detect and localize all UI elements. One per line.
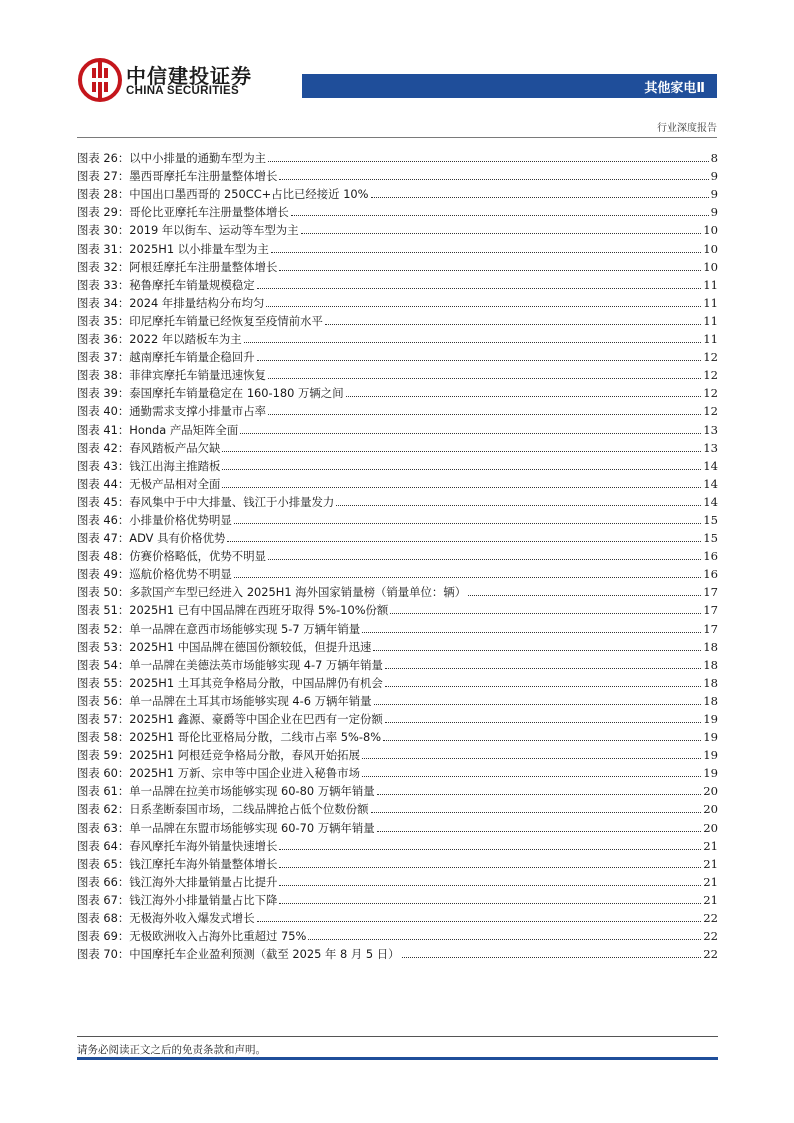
toc-leader-dots xyxy=(383,740,701,741)
toc-leader-dots xyxy=(377,794,702,795)
toc-entry[interactable] xyxy=(77,943,718,961)
toc-entry-page[interactable]: 9 xyxy=(710,205,718,220)
toc-leader-dots xyxy=(468,595,701,596)
toc-entry-page[interactable]: 15 xyxy=(703,531,718,546)
toc-leader-dots xyxy=(374,704,702,705)
toc-leader-dots xyxy=(371,197,709,198)
toc-entry-label[interactable]: 图表 29：哥伦比亚摩托车注册量整体增长 xyxy=(77,205,289,220)
toc-entry[interactable] xyxy=(77,907,718,925)
header-divider xyxy=(77,137,717,138)
toc-entry[interactable] xyxy=(77,509,718,527)
toc-entry-label[interactable]: 图表 52：单一品牌在意西市场能够实现 5-7 万辆年销量 xyxy=(77,621,361,636)
toc-leader-dots xyxy=(266,306,701,307)
page-header xyxy=(0,0,794,140)
toc-entry-label[interactable]: 图表 65：钱江摩托车海外销量整体增长 xyxy=(77,856,278,871)
toc-entry-label[interactable]: 图表 63：单一品牌在东盟市场能够实现 60-70 万辆年销量 xyxy=(77,820,375,835)
toc-leader-dots xyxy=(336,505,701,506)
toc-entry-page[interactable]: 14 xyxy=(703,458,718,473)
toc-entry-label[interactable]: 图表 68：无极海外收入爆发式增长 xyxy=(77,911,255,926)
toc-leader-dots xyxy=(257,360,702,361)
toc-leader-dots xyxy=(308,939,701,940)
toc-leader-dots xyxy=(222,451,701,452)
toc-entry-label[interactable]: 图表 37：越南摩托车销量企稳回升 xyxy=(77,350,255,365)
toc-leader-dots xyxy=(325,324,701,325)
toc-entry-page[interactable]: 18 xyxy=(703,639,718,654)
toc-entry-label[interactable]: 图表 64：春风摩托车海外销量快速增长 xyxy=(77,838,278,853)
toc-leader-dots xyxy=(222,469,701,470)
toc-entry-page[interactable]: 8 xyxy=(710,151,718,166)
toc-entry[interactable] xyxy=(77,545,718,563)
toc-leader-dots xyxy=(291,215,709,216)
toc-entry[interactable] xyxy=(77,473,718,491)
toc-entry[interactable] xyxy=(77,364,718,382)
toc-entry[interactable] xyxy=(77,798,718,816)
toc-entry-page[interactable]: 21 xyxy=(703,874,718,889)
toc-entry-label[interactable]: 图表 47：ADV 具有价格优势 xyxy=(77,531,226,546)
toc-entry-label[interactable]: 图表 27：墨西哥摩托车注册量整体增长 xyxy=(77,169,278,184)
toc-entry-label[interactable]: 图表 26：以中小排量的通勤车型为主 xyxy=(77,151,266,166)
toc-entry-page[interactable]: 17 xyxy=(703,585,718,600)
toc-entry-page[interactable]: 22 xyxy=(703,929,718,944)
toc-entry[interactable] xyxy=(77,853,718,871)
toc-entry[interactable] xyxy=(77,780,718,798)
toc-entry[interactable] xyxy=(77,636,718,654)
toc-entry-label[interactable]: 图表 67：钱江海外小排量销量占比下降 xyxy=(77,892,278,907)
toc-entry-page[interactable]: 11 xyxy=(703,332,718,347)
toc-entry-page[interactable]: 20 xyxy=(703,784,718,799)
toc-entry-page[interactable]: 21 xyxy=(703,892,718,907)
toc-entry[interactable] xyxy=(77,310,718,328)
toc-leader-dots xyxy=(279,903,701,904)
toc-entry[interactable] xyxy=(77,762,718,780)
toc-entry[interactable] xyxy=(77,690,718,708)
toc-entry-label[interactable]: 图表 42：春风踏板产品欠缺 xyxy=(77,440,221,455)
toc-entry[interactable] xyxy=(77,708,718,726)
toc-entry[interactable] xyxy=(77,437,718,455)
toc-entry-label[interactable]: 图表 58：2025H1 哥伦比亚格局分散，二线市占率 5%-8% xyxy=(77,730,382,745)
toc-entry-page[interactable]: 17 xyxy=(703,603,718,618)
footer-bar xyxy=(77,1057,718,1060)
toc-entry-page[interactable]: 20 xyxy=(703,820,718,835)
toc-leader-dots xyxy=(377,831,702,832)
toc-leader-dots xyxy=(362,776,701,777)
toc-entry[interactable] xyxy=(77,835,718,853)
toc-leader-dots xyxy=(222,487,701,488)
toc-entry[interactable] xyxy=(77,889,718,907)
toc-leader-dots xyxy=(257,921,702,922)
toc-leader-dots xyxy=(244,342,702,343)
toc-entry-page[interactable]: 13 xyxy=(703,422,718,437)
toc-entry-label[interactable]: 图表 34：2024 年排量结构分布均匀 xyxy=(77,295,265,310)
toc-entry-label[interactable]: 图表 43：钱江出海主推踏板 xyxy=(77,458,221,473)
toc-leader-dots xyxy=(271,252,701,253)
toc-entry-label[interactable]: 图表 28：中国出口墨西哥的 250CC+占比已经接近 10% xyxy=(77,187,369,202)
toc-entry-page[interactable]: 16 xyxy=(703,567,718,582)
section-title: 其他家电Ⅱ xyxy=(644,81,705,96)
toc-entry-label[interactable]: 图表 50：多款国产车型已经进入 2025H1 海外国家销量榜（销量单位：辆） xyxy=(77,585,467,600)
toc-leader-dots xyxy=(279,885,701,886)
disclaimer-note: 请务必阅读正文之后的免责条款和声明。 xyxy=(77,1044,266,1056)
toc-leader-dots xyxy=(268,161,709,162)
toc-entry-label[interactable]: 图表 33：秘鲁摩托车销量规模稳定 xyxy=(77,277,255,292)
toc-entry-page[interactable]: 10 xyxy=(703,259,718,274)
toc-entry-page[interactable]: 11 xyxy=(703,277,718,292)
toc-entry-page[interactable]: 11 xyxy=(703,295,718,310)
toc-entry[interactable] xyxy=(77,292,718,310)
figure-index xyxy=(77,147,718,961)
toc-entry[interactable] xyxy=(77,816,718,834)
report-type: 行业深度报告 xyxy=(657,123,717,134)
toc-entry-label[interactable]: 图表 60：2025H1 万新、宗申等中国企业进入秘鲁市场 xyxy=(77,766,360,781)
toc-entry-label[interactable]: 图表 44：无极产品相对全面 xyxy=(77,476,221,491)
toc-entry-page[interactable]: 10 xyxy=(703,223,718,238)
toc-entry-label[interactable]: 图表 53：2025H1 中国品牌在德国份额较低，但提升迅速 xyxy=(77,639,372,654)
toc-leader-dots xyxy=(240,433,701,434)
toc-leader-dots xyxy=(362,632,701,633)
toc-entry-label[interactable]: 图表 69：无极欧洲收入占海外比重超过 75% xyxy=(77,929,307,944)
toc-entry[interactable] xyxy=(77,274,718,292)
toc-entry-label[interactable]: 图表 55：2025H1 土耳其竞争格局分散，中国品牌仍有机会 xyxy=(77,675,383,690)
toc-entry[interactable] xyxy=(77,201,718,219)
toc-entry[interactable] xyxy=(77,165,718,183)
toc-entry[interactable] xyxy=(77,418,718,436)
toc-entry-page[interactable]: 18 xyxy=(703,675,718,690)
toc-entry-page[interactable]: 22 xyxy=(703,947,718,962)
toc-entry-page[interactable]: 21 xyxy=(703,856,718,871)
toc-entry-page[interactable]: 10 xyxy=(703,241,718,256)
toc-entry-label[interactable]: 图表 41：Honda 产品矩阵全面 xyxy=(77,422,239,437)
toc-entry-page[interactable]: 19 xyxy=(703,712,718,726)
toc-leader-dots xyxy=(385,722,701,723)
toc-leader-dots xyxy=(385,686,701,687)
toc-entry-page[interactable]: 12 xyxy=(703,368,718,383)
toc-leader-dots xyxy=(385,668,701,669)
logo-chinese-name: 中信建投证券 xyxy=(126,64,252,88)
toc-entry[interactable] xyxy=(77,527,718,545)
toc-entry[interactable] xyxy=(77,455,718,473)
toc-leader-dots xyxy=(227,541,701,542)
toc-entry-label[interactable]: 图表 40：通勤需求支撑小排量市占率 xyxy=(77,404,266,419)
toc-entry-label[interactable]: 图表 31：2025H1 以小排量车型为主 xyxy=(77,241,269,256)
toc-leader-dots xyxy=(279,270,701,271)
toc-leader-dots xyxy=(234,523,701,524)
toc-entry-label[interactable]: 图表 61：单一品牌在拉美市场能够实现 60-80 万辆年销量 xyxy=(77,784,375,799)
toc-entry-label[interactable]: 图表 56：单一品牌在土耳其市场能够实现 4-6 万辆年销量 xyxy=(77,693,372,708)
toc-entry-page[interactable]: 14 xyxy=(703,494,718,509)
section-banner xyxy=(302,74,717,98)
toc-entry-page[interactable]: 11 xyxy=(703,313,718,328)
toc-entry-label[interactable]: 图表 70：中国摩托车企业盈利预测（截至 2025 年 8 月 5 日） xyxy=(77,947,400,962)
toc-entry-page[interactable]: 16 xyxy=(703,549,718,564)
toc-leader-dots xyxy=(373,650,701,651)
toc-entry-page[interactable]: 18 xyxy=(703,657,718,672)
toc-entry-label[interactable]: 图表 57：2025H1 鑫源、豪爵等中国企业在巴西有一定份额 xyxy=(77,712,383,726)
toc-entry-label[interactable]: 图表 48：仿赛价格略低，优势不明显 xyxy=(77,549,266,564)
toc-entry-page[interactable]: 18 xyxy=(703,693,718,708)
toc-entry[interactable] xyxy=(77,183,718,201)
toc-entry[interactable] xyxy=(77,672,718,690)
toc-entry-page[interactable]: 9 xyxy=(710,187,718,202)
toc-entry-label[interactable]: 图表 39：泰国摩托车销量稳定在 160-180 万辆之间 xyxy=(77,386,344,401)
toc-entry-page[interactable]: 15 xyxy=(703,512,718,527)
toc-entry[interactable] xyxy=(77,726,718,744)
toc-entry-page[interactable]: 17 xyxy=(703,621,718,636)
toc-entry[interactable] xyxy=(77,147,718,165)
toc-leader-dots xyxy=(402,957,702,958)
company-logo xyxy=(78,58,252,102)
toc-entry[interactable] xyxy=(77,563,718,581)
toc-entry-label[interactable]: 图表 46：小排量价格优势明显 xyxy=(77,512,232,527)
toc-leader-dots xyxy=(362,758,701,759)
toc-entry[interactable] xyxy=(77,871,718,889)
toc-entry[interactable] xyxy=(77,617,718,635)
toc-leader-dots xyxy=(279,179,708,180)
toc-entry-page[interactable]: 19 xyxy=(703,730,718,745)
toc-leader-dots xyxy=(301,233,702,234)
toc-entry-label[interactable]: 图表 49：巡航价格优势不明显 xyxy=(77,567,232,582)
toc-leader-dots xyxy=(279,867,701,868)
footer-divider xyxy=(77,1036,718,1037)
toc-entry-label[interactable]: 图表 45：春风集中于中大排量、钱江于小排量发力 xyxy=(77,494,335,509)
toc-entry-page[interactable]: 12 xyxy=(703,350,718,365)
citic-logo-icon xyxy=(78,58,122,102)
toc-entry-page[interactable]: 20 xyxy=(703,802,718,817)
toc-leader-dots xyxy=(346,396,702,397)
toc-entry-page[interactable]: 19 xyxy=(703,766,718,781)
toc-entry-label[interactable]: 图表 36：2022 年以踏板车为主 xyxy=(77,332,242,347)
toc-entry[interactable] xyxy=(77,237,718,255)
toc-entry-label[interactable]: 图表 35：印尼摩托车销量已经恢复至疫情前水平 xyxy=(77,313,323,328)
toc-entry-label[interactable]: 图表 62：日系垄断泰国市场，二线品牌抢占低个位数份额 xyxy=(77,802,369,817)
toc-leader-dots xyxy=(371,812,702,813)
toc-entry[interactable] xyxy=(77,346,718,364)
toc-entry-page[interactable]: 14 xyxy=(703,476,718,491)
toc-entry-page[interactable]: 13 xyxy=(703,440,718,455)
toc-leader-dots xyxy=(268,559,701,560)
toc-leader-dots xyxy=(234,577,701,578)
toc-entry-page[interactable]: 12 xyxy=(703,404,718,419)
toc-entry[interactable] xyxy=(77,744,718,762)
logo-english-name: CHINA SECURITIES xyxy=(126,85,239,97)
toc-entry-label[interactable]: 图表 66：钱江海外大排量销量占比提升 xyxy=(77,874,278,889)
toc-entry[interactable] xyxy=(77,599,718,617)
toc-entry[interactable] xyxy=(77,925,718,943)
toc-entry-page[interactable]: 22 xyxy=(703,911,718,926)
toc-entry-page[interactable]: 12 xyxy=(703,386,718,401)
toc-entry-label[interactable]: 图表 38：菲律宾摩托车销量迅速恢复 xyxy=(77,368,266,383)
toc-entry-page[interactable]: 19 xyxy=(703,748,718,763)
toc-entry[interactable] xyxy=(77,491,718,509)
toc-entry[interactable] xyxy=(77,328,718,346)
toc-leader-dots xyxy=(390,613,701,614)
toc-leader-dots xyxy=(257,288,702,289)
toc-entry-label[interactable]: 图表 32：阿根廷摩托车注册量整体增长 xyxy=(77,259,278,274)
toc-entry[interactable] xyxy=(77,219,718,237)
toc-entry-label[interactable]: 图表 59：2025H1 阿根廷竞争格局分散，春风开始拓展 xyxy=(77,748,360,763)
toc-entry-label[interactable]: 图表 30：2019 年以街车、运动等车型为主 xyxy=(77,223,299,238)
toc-entry[interactable] xyxy=(77,581,718,599)
toc-entry[interactable] xyxy=(77,382,718,400)
toc-entry[interactable] xyxy=(77,654,718,672)
toc-leader-dots xyxy=(279,849,701,850)
toc-entry[interactable] xyxy=(77,256,718,274)
toc-entry[interactable] xyxy=(77,400,718,418)
toc-entry-page[interactable]: 9 xyxy=(710,169,718,184)
toc-leader-dots xyxy=(268,414,701,415)
toc-entry-label[interactable]: 图表 51：2025H1 已有中国品牌在西班牙取得 5%-10%份额 xyxy=(77,603,389,618)
toc-leader-dots xyxy=(268,378,701,379)
toc-entry-page[interactable]: 21 xyxy=(703,838,718,853)
toc-entry-label[interactable]: 图表 54：单一品牌在美德法英市场能够实现 4-7 万辆年销量 xyxy=(77,657,383,672)
